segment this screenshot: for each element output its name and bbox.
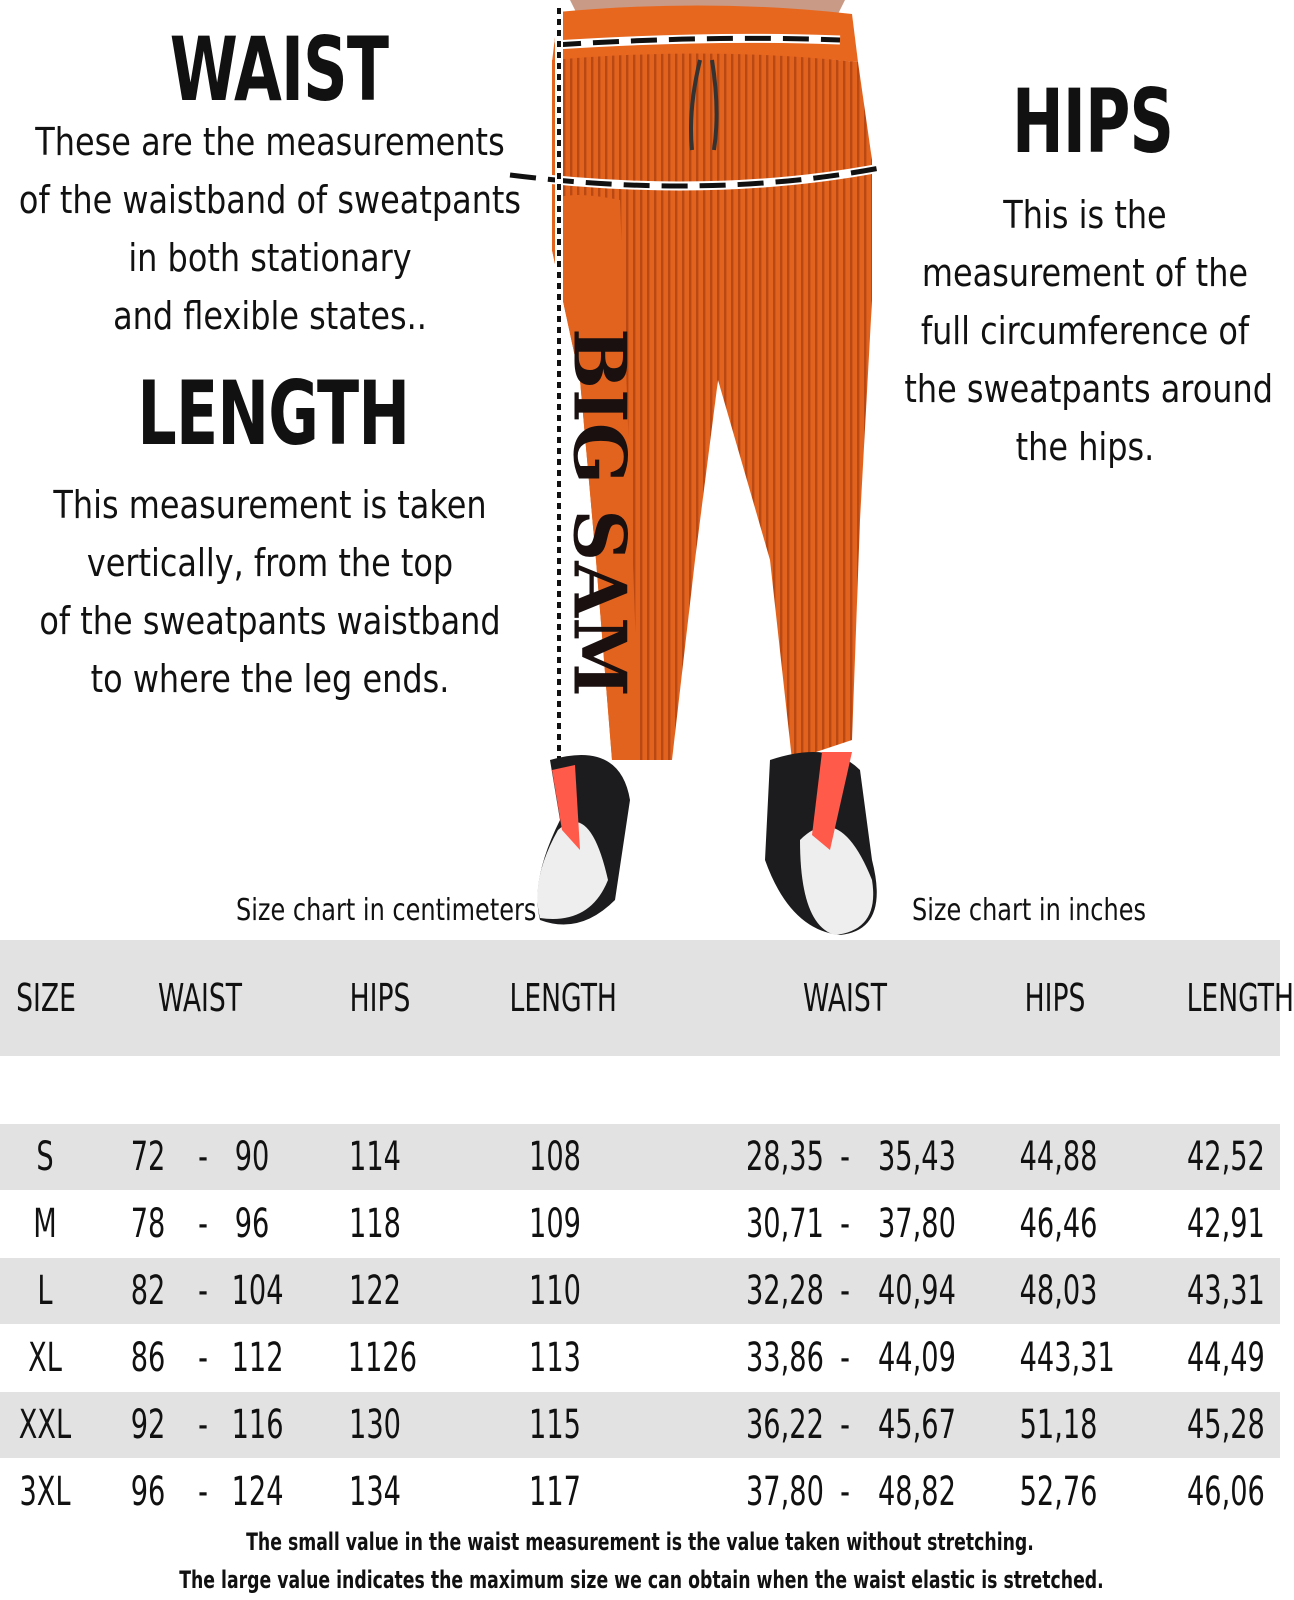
inch-caption: Size chart in inches — [912, 893, 1146, 928]
cell-size: XL — [28, 1335, 62, 1381]
cell-waist-in-max: 45,67 — [878, 1402, 956, 1448]
cell-dash: - — [840, 1402, 850, 1448]
table-row — [0, 1124, 1280, 1190]
cell-waist-in-min: 30,71 — [746, 1201, 824, 1247]
length-description — [14, 476, 526, 708]
cell-length-in: 45,28 — [1186, 1402, 1265, 1448]
waist-description — [18, 113, 522, 345]
cell-waist-in-min: 28,35 — [746, 1134, 824, 1180]
cell-hips: 122 — [349, 1268, 401, 1314]
cell-dash: - — [198, 1268, 208, 1314]
hips-line: This is the — [1003, 193, 1167, 237]
brand-text: BIG SAM — [557, 328, 643, 697]
script-text: Workout & Fitness — [520, 358, 560, 682]
header-waist-in: WAIST — [803, 976, 888, 1020]
hips-line: the sweatpants around — [904, 367, 1273, 411]
cell-dash: - — [840, 1268, 850, 1314]
cell-waist-in-max: 35,43 — [878, 1134, 956, 1180]
cell-hips: 118 — [349, 1201, 401, 1247]
cell-waist-max: 96 — [234, 1201, 270, 1247]
cell-waist-min: 78 — [130, 1201, 166, 1247]
cell-waist-min: 72 — [130, 1134, 166, 1180]
hips-line: measurement of the — [921, 251, 1249, 295]
cell-waist-min: 82 — [130, 1268, 166, 1314]
cell-size: S — [36, 1134, 54, 1180]
cell-hips-in: 44,88 — [1019, 1134, 1098, 1180]
size-table-header — [0, 940, 1294, 1056]
cell-length-in: 42,52 — [1186, 1134, 1265, 1180]
table-row — [0, 1191, 1280, 1257]
cell-waist-max: 104 — [231, 1268, 284, 1314]
header-length-cm: LENGTH — [509, 976, 617, 1020]
header-waist-cm: WAIST — [158, 976, 243, 1020]
cell-waist-in-max: 40,94 — [878, 1268, 956, 1314]
cell-waist-min: 92 — [130, 1402, 166, 1448]
cell-hips-in: 51,18 — [1019, 1402, 1098, 1448]
waist-line: in both stationary — [128, 236, 412, 280]
cell-waist-in-max: 37,80 — [878, 1201, 956, 1247]
cell-dash: - — [198, 1134, 208, 1180]
table-row — [0, 1392, 1280, 1458]
cell-waist-max: 90 — [234, 1134, 270, 1180]
cell-waist-in-max: 44,09 — [878, 1335, 956, 1381]
cell-dash: - — [840, 1469, 850, 1515]
cell-hips-in: 52,76 — [1019, 1469, 1098, 1515]
cell-waist-min: 96 — [130, 1469, 166, 1515]
cell-dash: - — [198, 1402, 208, 1448]
cell-dash: - — [198, 1335, 208, 1381]
note-unstretched: The small value in the waist measurement is the value taken without stretching. — [246, 1528, 1034, 1556]
waist-line: These are the measurements — [35, 120, 505, 164]
cell-waist-min: 86 — [130, 1335, 166, 1381]
hips-line: the hips. — [1015, 425, 1155, 469]
cell-length: 109 — [529, 1201, 581, 1247]
cell-dash: - — [840, 1201, 850, 1247]
waist-line: of the waistband of sweatpants — [18, 178, 522, 222]
cell-waist-in-max: 48,82 — [878, 1469, 956, 1515]
cell-hips-in: 48,03 — [1019, 1268, 1098, 1314]
brand-print — [557, 300, 643, 720]
table-row — [0, 1325, 1280, 1391]
length-line: of the sweatpants waistband — [39, 599, 501, 643]
cell-length-in: 42,91 — [1186, 1201, 1265, 1247]
length-line: This measurement is taken — [53, 483, 487, 527]
cell-waist-max: 124 — [231, 1469, 284, 1515]
hips-heading: HIPS — [1012, 70, 1174, 173]
cell-length-in: 44,49 — [1186, 1335, 1265, 1381]
length-line: vertically, from the top — [86, 541, 454, 585]
cell-waist-in-min: 33,86 — [746, 1335, 824, 1381]
length-heading: LENGTH — [137, 362, 410, 465]
length-line: to where the leg ends. — [90, 657, 450, 701]
cell-length: 117 — [529, 1469, 581, 1515]
cell-length-in: 46,06 — [1186, 1469, 1265, 1515]
cell-waist-max: 116 — [231, 1402, 284, 1448]
cell-size: 3XL — [19, 1469, 71, 1515]
cell-waist-max: 112 — [231, 1335, 284, 1381]
cell-hips: 1126 — [347, 1335, 418, 1381]
cell-hips-in: 443,31 — [1019, 1335, 1115, 1381]
hips-description — [904, 186, 1273, 476]
cm-caption: Size chart in centimeters — [236, 893, 537, 928]
hips-line: full circumference of — [920, 309, 1250, 353]
cell-waist-in-min: 32,28 — [746, 1268, 824, 1314]
cell-size: XXL — [18, 1402, 72, 1448]
waist-heading: WAIST — [169, 18, 389, 121]
cell-size: M — [33, 1201, 57, 1247]
header-hips-in: HIPS — [1024, 976, 1086, 1020]
waist-line: and flexible states.. — [113, 294, 427, 338]
cell-length: 113 — [529, 1335, 581, 1381]
cell-length: 108 — [529, 1134, 581, 1180]
cell-dash: - — [198, 1201, 208, 1247]
cell-dash: - — [840, 1335, 850, 1381]
header-size: SIZE — [16, 976, 76, 1020]
cell-hips-in: 46,46 — [1019, 1201, 1098, 1247]
header-hips-cm: HIPS — [349, 976, 411, 1020]
cell-length-in: 43,31 — [1186, 1268, 1265, 1314]
cell-waist-in-min: 37,80 — [746, 1469, 824, 1515]
cell-hips: 114 — [349, 1134, 401, 1180]
header-length-in: LENGTH — [1186, 976, 1294, 1020]
cell-waist-in-min: 36,22 — [746, 1402, 824, 1448]
cell-hips: 130 — [349, 1402, 401, 1448]
table-row — [0, 1459, 1280, 1525]
cell-dash: - — [198, 1469, 208, 1515]
cell-dash: - — [840, 1134, 850, 1180]
cell-length: 115 — [529, 1402, 581, 1448]
cell-hips: 134 — [349, 1469, 401, 1515]
note-stretched: The large value indicates the maximum size we can obtain when the waist elastic is stretched. — [179, 1566, 1104, 1594]
cell-size: L — [37, 1268, 53, 1314]
table-row — [0, 1258, 1280, 1324]
cell-length: 110 — [529, 1268, 581, 1314]
